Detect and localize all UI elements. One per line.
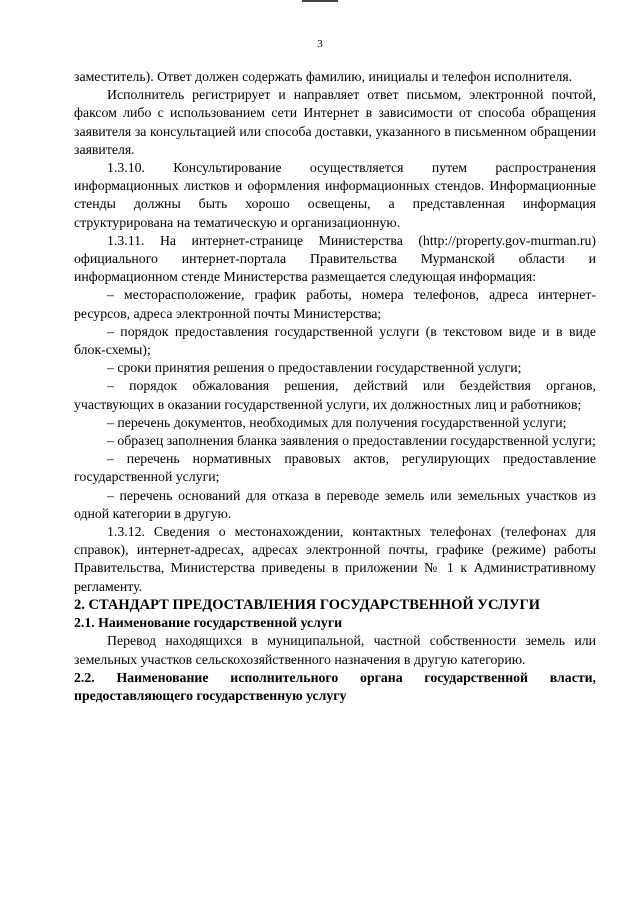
section-2-1-text: Перевод находящихся в муниципальной, частной собственности земель или земельных участков сельскохозяйственного назначения в другую категорию. <box>74 633 596 667</box>
list-item: – перечень документов, необходимых для получения государственной услуги; <box>107 414 567 430</box>
paragraph-1-3-11: 1.3.11. На интернет-странице Министерства (http://property.gov-murman.ru) официального интернет-портала Правительства Мурманской области и информационном стенде Министерства размещается следующая информация: <box>74 232 596 285</box>
paragraph-1-3-10: 1.3.10. Консультирование осуществляется путем распространения информационных листков и оформления информационных стендов. Информационные стенды должны быть хорошо освещены, а представленная информация структурирована на тематическую и организационную. <box>74 160 596 230</box>
paragraph-1-3-12: 1.3.12. Сведения о местонахождении, контактных телефонах (телефонах для справок), интернет-адресах, адресах электронной почты, графике (режиме) работы Правительства, Министерства приведены в приложении № 1 к Административному регламенту. <box>74 524 596 594</box>
section-2-heading: 2. СТАНДАРТ ПРЕДОСТАВЛЕНИЯ ГОСУДАРСТВЕННОЙ УСЛУГИ <box>74 596 541 613</box>
page-top-mark <box>302 0 338 2</box>
section-2-1-heading: 2.1. Наименование государственной услуги <box>74 615 343 631</box>
list-item: – месторасположение, график работы, номера телефонов, адреса интернет-ресурсов, адреса электронной почты Министерства; <box>74 287 596 321</box>
list-item: – перечень оснований для отказа в переводе земель или земельных участков из одной категории в другую. <box>74 487 596 521</box>
page-number: 3 <box>317 38 323 50</box>
list-item: – порядок обжалования решения, действий или бездействия органов, участвующих в оказании государственной услуги, их должностных лиц и работников; <box>74 378 596 412</box>
list-item: – сроки принятия решения о предоставлении государственной услуги; <box>107 360 522 376</box>
paragraph-response: Исполнитель регистрирует и направляет ответ письмом, электронной почтой, факсом либо с использованием сети Интернет в зависимости от способа обращения заявителя за консультацией или способа доставки, указанного в письменном обращении заявителя. <box>74 87 596 157</box>
list-item: – образец заполнения бланка заявления о предоставлении государственной услуги; <box>107 433 596 449</box>
document-body <box>74 68 596 705</box>
section-2-2-heading: 2.2. Наименование исполнительного органа государственной власти, предоставляющего государственную услугу <box>74 669 596 703</box>
list-item: – порядок предоставления государственной услуги (в текстовом виде и в виде блок-схемы); <box>74 323 596 358</box>
list-item: – перечень нормативных правовых актов, регулирующих предоставление государственной услуги; <box>74 451 596 485</box>
paragraph-contd: заместитель). Ответ должен содержать фамилию, инициалы и телефон исполнителя. <box>74 69 573 84</box>
